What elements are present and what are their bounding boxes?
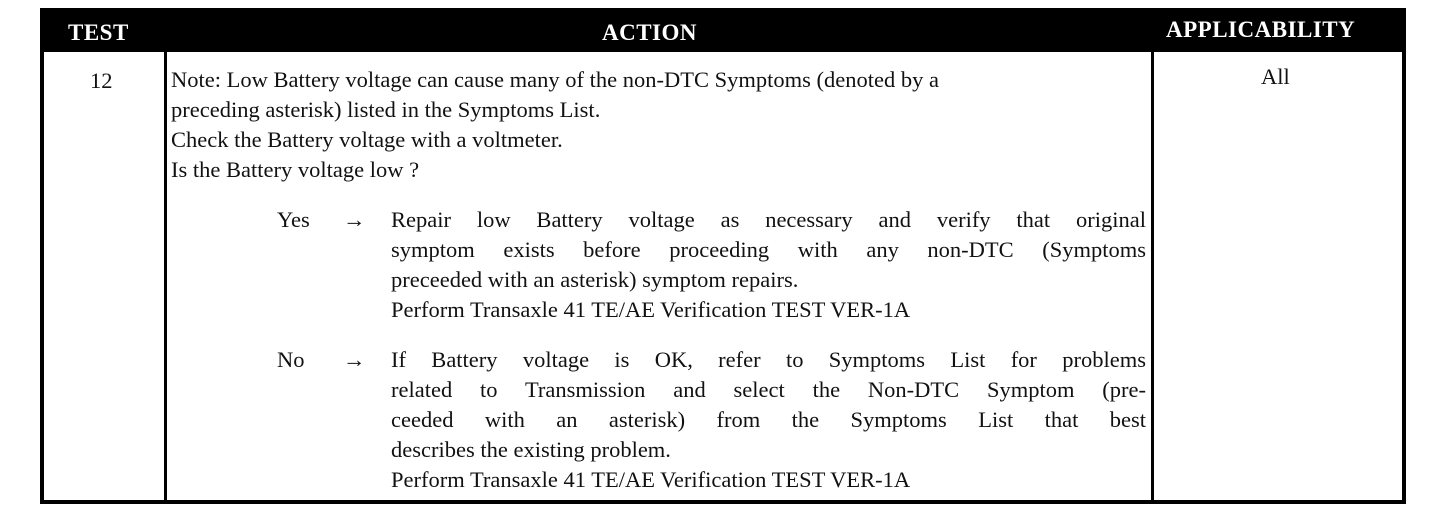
yes-line: preceeded with an asterisk) symptom repairs. [391,267,799,292]
header-action: ACTION [602,20,698,45]
note-line: Note: Low Battery voltage can cause many of the non-DTC Symptoms (denoted by a [171,67,939,92]
no-line: describes the existing problem. [391,437,671,462]
no-line: related to Transmission and select the Non-DTC Symptom (pre- [391,377,1146,402]
no-line: Perform Transaxle 41 TE/AE Verification TEST VER-1A [391,467,911,492]
yes-line: Repair low Battery voltage as necessary and verify that original [391,207,1146,232]
header-applicability: APPLICABILITY [1166,17,1356,42]
no-action-text [391,345,1146,495]
note-line: Is the Battery voltage low ? [171,157,420,182]
header-test: TEST [68,20,129,45]
no-line: If Battery voltage is OK, refer to Symptoms List for problems [391,347,1146,372]
yes-line: Perform Transaxle 41 TE/AE Verification TEST VER-1A [391,297,911,322]
test-number: 12 [90,68,113,93]
applicability-value: All [1261,64,1290,89]
arrow-right-icon: → [343,347,366,372]
column-divider [1151,52,1154,500]
yes-label: Yes [277,207,310,232]
note-line: preceding asterisk) listed in the Symptoms List. [171,97,601,122]
no-label: No [277,347,305,372]
diagnostic-table [40,8,1406,504]
no-line: ceeded with an asterisk) from the Symptoms List that best [391,407,1146,432]
column-divider [164,52,167,500]
arrow-right-icon: → [343,207,366,232]
yes-action-text [391,205,1146,325]
yes-line: symptom exists before proceeding with any non-DTC (Symptoms [391,237,1146,262]
action-note [171,65,939,185]
table-header [44,12,1402,52]
note-line: Check the Battery voltage with a voltmeter. [171,127,563,152]
